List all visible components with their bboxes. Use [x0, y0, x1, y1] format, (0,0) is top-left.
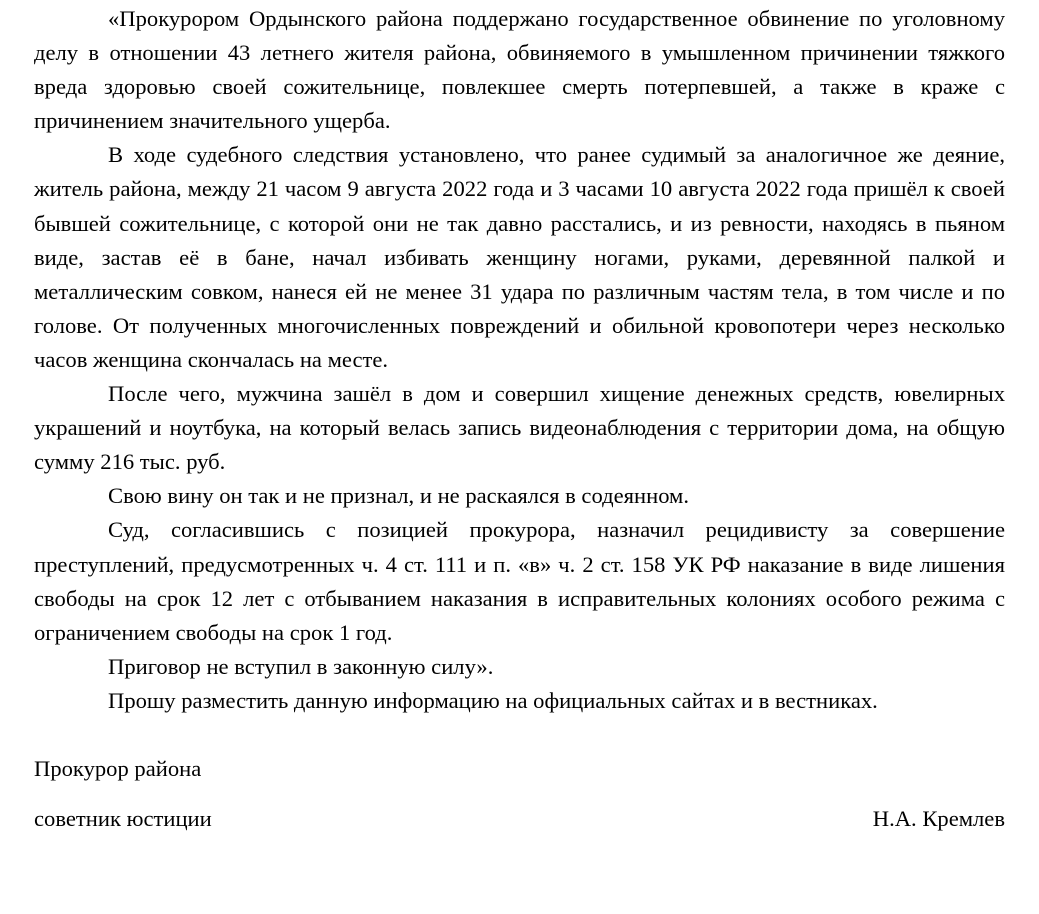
paragraph-5: Суд, согласившись с позицией прокурора, назначил рецидивисту за совершение преступлений, предусмотренных ч. 4 ст. 111 и п. «в» ч. 2 ст. 158 УК РФ наказание в виде лишения свободы на срок 12 лет с отбыванием наказания в исправительных колониях особого режима с ограничением свободы на срок 1 год. — [34, 517, 1005, 645]
signature-name: Н.А. Кремлев — [872, 805, 1005, 831]
signature-title: Прокурор района — [34, 755, 202, 781]
paragraph-7: Прошу разместить данную информацию на официальных сайтах и в вестниках. — [108, 687, 878, 713]
paragraph-3: После чего, мужчина зашёл в дом и совершил хищение денежных средств, ювелирных украшений и ноутбука, на который велась запись видеонаблюдения с территории дома, на общую сумму 216 тыс. руб. — [34, 381, 1005, 475]
paragraph-2: В ходе судебного следствия установлено, что ранее судимый за аналогичное же деяние, житель района, между 21 часом 9 августа 2022 года и 3 часами 10 августа 2022 года пришёл к своей бывшей сожительнице, с которой они не так давно расстались, и из ревности, находясь в пьяном виде, застав её в бане, начал избивать женщину ногами, руками, деревянной палкой и металлическим совком, нанеся ей не менее 31 удара по различным частям тела, в том числе и по голове. От полученных многочисленных повреждений и обильной кровопотери через несколько часов женщина скончалась на месте. — [34, 142, 1005, 372]
document-body — [34, 0, 1005, 718]
signature-block — [34, 744, 1005, 844]
paragraph-1: «Прокурором Ордынского района поддержано государственное обвинение по уголовному делу в отношении 43 летнего жителя района, обвиняемого в умышленном причинении тяжкого вреда здоровью своей сожительнице, повлекшее смерть потерпевшей, а также в краже с причинением значительного ущерба. — [34, 6, 1005, 134]
signature-row — [34, 794, 1005, 844]
paragraph-4: Свою вину он так и не признал, и не раскаялся в содеянном. — [108, 483, 690, 509]
paragraph-6: Приговор не вступил в законную силу». — [108, 653, 494, 679]
signature-rank: советник юстиции — [34, 805, 212, 831]
